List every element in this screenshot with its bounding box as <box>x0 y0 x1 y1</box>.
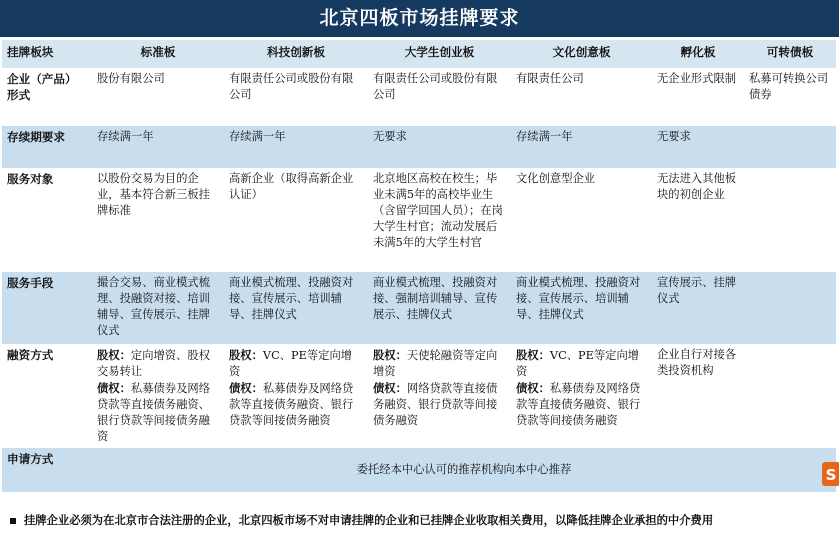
debt-label: 债权： <box>229 381 263 395</box>
table-row-apply <box>2 448 836 492</box>
footnote <box>10 512 836 528</box>
debt-text: 网络贷款等直接债务融资、银行贷款等间接债务融资 <box>373 382 498 427</box>
cell <box>744 126 836 168</box>
cell: 商业模式梳理、投融资对接、宣传展示、培训辅导、挂牌仪式 <box>511 272 652 344</box>
cell: 存续满一年 <box>224 126 368 168</box>
table-row-financing <box>2 344 836 448</box>
page-title: 北京四板市场挂牌要求 <box>0 0 839 37</box>
debt-label: 债权： <box>373 381 407 395</box>
debt-label: 债权： <box>516 381 550 395</box>
cell <box>744 344 836 448</box>
cell: 无要求 <box>368 126 511 168</box>
row-label-means: 服务手段 <box>2 272 92 344</box>
equity-label: 股权： <box>373 348 407 362</box>
cell <box>224 344 368 448</box>
table-row-target <box>2 168 836 272</box>
cell: 存续满一年 <box>511 126 652 168</box>
table-row-means <box>2 272 836 344</box>
debt-text: 私募债券及网络贷款等直接债务融资、银行贷款等间接债务融资 <box>229 382 354 427</box>
cell: 以股份交易为目的企业，基本符合新三板挂牌标准 <box>92 168 224 272</box>
cell: 高新企业（取得高新企业认证） <box>224 168 368 272</box>
cell: 股份有限公司 <box>92 68 224 126</box>
cell <box>368 344 511 448</box>
footnote-text: 挂牌企业必须为在北京市合法注册的企业，北京四板市场不对申请挂牌的企业和已挂牌企业收取相关费用，以降低挂牌企业承担的中介费用 <box>24 513 714 527</box>
header-standard: 标准板 <box>92 40 224 68</box>
table-header-row <box>2 40 836 68</box>
cell: 无要求 <box>652 126 744 168</box>
cell: 商业模式梳理、投融资对接、宣传展示、培训辅导、挂牌仪式 <box>224 272 368 344</box>
cell <box>511 344 652 448</box>
cell <box>92 344 224 448</box>
bullet-icon <box>10 518 16 524</box>
cell <box>744 168 836 272</box>
equity-text: 天使轮融资等定向增资 <box>373 349 498 378</box>
row-label-duration: 存续期要求 <box>2 126 92 168</box>
requirements-table <box>2 40 836 492</box>
equity-text: VC、PE等定向增资 <box>516 349 640 378</box>
sina-logo-icon <box>820 460 839 488</box>
svg-text:S: S <box>825 466 837 484</box>
cell: 撮合交易、商业模式梳理、投融资对接、培训辅导、宣传展示、挂牌仪式 <box>92 272 224 344</box>
row-label-apply: 申请方式 <box>2 448 92 492</box>
cell: 企业自行对接各类投资机构 <box>652 344 744 448</box>
header-culture: 文化创意板 <box>511 40 652 68</box>
equity-label: 股权： <box>516 348 550 362</box>
debt-text: 私募债券及网络贷款等直接债务融资、银行贷款等间接债务融资 <box>516 382 641 427</box>
header-student: 大学生创业板 <box>368 40 511 68</box>
header-board: 挂牌板块 <box>2 40 92 68</box>
row-label-target: 服务对象 <box>2 168 92 272</box>
header-tech: 科技创新板 <box>224 40 368 68</box>
cell: 无企业形式限制 <box>652 68 744 126</box>
debt-label: 债权： <box>97 381 131 395</box>
apply-value: 委托经本中心认可的推荐机构向本中心推荐 <box>92 448 836 492</box>
cell: 存续满一年 <box>92 126 224 168</box>
table-row-enterprise <box>2 68 836 126</box>
cell: 私募可转换公司债券 <box>744 68 836 126</box>
cell: 有限责任公司或股份有限公司 <box>368 68 511 126</box>
equity-label: 股权： <box>229 348 263 362</box>
equity-label: 股权： <box>97 348 131 362</box>
debt-text: 私募债券及网络贷款等直接债务融资、银行贷款等间接债务融资 <box>97 382 210 443</box>
row-label-enterprise: 企业（产品）形式 <box>2 68 92 126</box>
cell: 北京地区高校在校生；毕业未满5年的高校毕业生（含留学回国人员）；在岗大学生村官；流动发展后未满5年的大学生村官 <box>368 168 511 272</box>
cell: 宣传展示、挂牌仪式 <box>652 272 744 344</box>
table-row-duration <box>2 126 836 168</box>
cell: 文化创意型企业 <box>511 168 652 272</box>
row-label-financing: 融资方式 <box>2 344 92 448</box>
cell <box>744 272 836 344</box>
cell: 无法进入其他板块的初创企业 <box>652 168 744 272</box>
equity-text: 定向增资、股权交易转让 <box>97 349 210 378</box>
header-incubator: 孵化板 <box>652 40 744 68</box>
cell: 有限责任公司 <box>511 68 652 126</box>
equity-text: VC、PE等定向增资 <box>229 349 353 378</box>
cell: 有限责任公司或股份有限公司 <box>224 68 368 126</box>
header-convertible: 可转债板 <box>744 40 836 68</box>
cell: 商业模式梳理、投融资对接、强制培训辅导、宣传展示、挂牌仪式 <box>368 272 511 344</box>
